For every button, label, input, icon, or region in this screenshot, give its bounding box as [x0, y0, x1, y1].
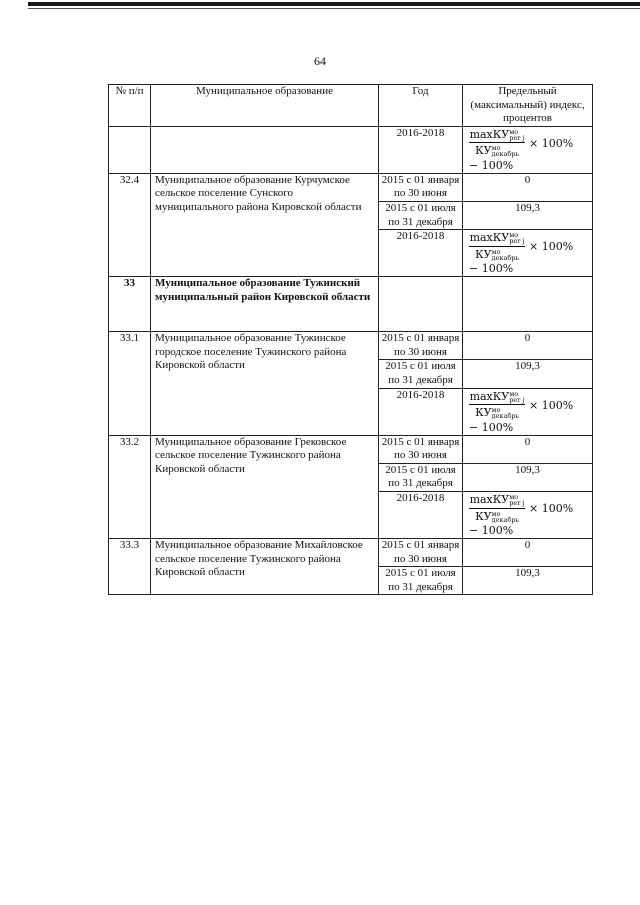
formula-denominator	[469, 247, 525, 262]
formula-denominator-indices	[492, 249, 519, 261]
formula-minus: − 100%	[469, 523, 514, 537]
index-formula	[467, 389, 588, 435]
formula-numerator-subscript: per j	[509, 395, 525, 404]
header-index: Предельный (максимальный) индекс, процентов	[463, 85, 593, 127]
formula-denominator-subscript: декабрь	[491, 412, 519, 421]
header-year: Год	[379, 85, 463, 127]
index-value	[463, 491, 593, 538]
period-year: 2015 с 01 июля по 31 декабря	[379, 201, 463, 229]
period-year	[379, 277, 463, 332]
index-value: 109,3	[463, 201, 593, 229]
index-value	[463, 277, 593, 332]
row-number: 33	[109, 277, 151, 332]
index-value	[463, 126, 593, 173]
tariff-index-table	[108, 84, 593, 595]
formula-denominator-subscript: декабрь	[491, 150, 519, 159]
index-value	[463, 230, 593, 277]
formula-denominator-base: КУ	[475, 406, 492, 420]
index-value: 0	[463, 435, 593, 463]
index-value: 109,3	[463, 360, 593, 388]
formula-denominator-superscript: мо	[491, 406, 501, 415]
period-year: 2016-2018	[379, 126, 463, 173]
page-number: 64	[314, 54, 326, 68]
table-row	[109, 126, 593, 173]
formula-numerator-base: maxКУ	[469, 231, 510, 245]
period-year: 2015 с 01 июля по 31 декабря	[379, 567, 463, 595]
period-year: 2015 с 01 января по 30 июня	[379, 538, 463, 566]
formula-times: × 100%	[529, 501, 574, 515]
index-formula	[467, 127, 588, 173]
formula-times: × 100%	[529, 240, 574, 254]
period-year: 2015 с 01 января по 30 июня	[379, 332, 463, 360]
formula-fraction	[469, 128, 525, 158]
table-row	[109, 277, 593, 332]
formula-denominator-subscript: декабрь	[491, 253, 519, 262]
formula-denominator-subscript: декабрь	[491, 515, 519, 524]
formula-denominator	[469, 405, 525, 420]
top-border-line	[28, 2, 640, 6]
formula-times: × 100%	[529, 398, 574, 412]
row-number	[109, 126, 151, 173]
formula-minus: − 100%	[469, 420, 514, 434]
formula-denominator-base: КУ	[475, 144, 492, 158]
municipality-name: Муниципальное образование Грековское сельское поселение Тужинского района Кировской области	[151, 435, 379, 538]
municipality-name: Муниципальное образование Михайловское сельское поселение Тужинского района Кировской области	[151, 538, 379, 594]
formula-denominator-base: КУ	[475, 509, 492, 523]
formula-denominator-base: КУ	[475, 247, 492, 261]
index-value: 109,3	[463, 567, 593, 595]
row-number: 33.1	[109, 332, 151, 435]
formula-numerator-base: maxКУ	[469, 389, 510, 403]
table-row	[109, 435, 593, 463]
formula-numerator-subscript: per j	[509, 133, 525, 142]
period-year: 2015 с 01 января по 30 июня	[379, 173, 463, 201]
table-body	[109, 126, 593, 595]
index-value	[463, 388, 593, 435]
formula-denominator-superscript: мо	[491, 144, 501, 153]
formula-numerator	[469, 231, 525, 247]
formula-numerator-superscript: мо	[509, 127, 519, 136]
formula-denominator-indices	[492, 407, 519, 419]
period-year: 2015 с 01 января по 30 июня	[379, 435, 463, 463]
index-value: 0	[463, 173, 593, 201]
index-value: 0	[463, 332, 593, 360]
row-number: 32.4	[109, 173, 151, 276]
table-row	[109, 332, 593, 360]
formula-numerator-indices	[509, 494, 524, 506]
formula-denominator	[469, 143, 525, 158]
formula-numerator-superscript: мо	[509, 492, 519, 501]
formula-numerator-base: maxКУ	[469, 127, 510, 141]
row-number: 33.3	[109, 538, 151, 594]
period-year: 2016-2018	[379, 230, 463, 277]
period-year: 2015 с 01 июля по 31 декабря	[379, 360, 463, 388]
header-number: № п/п	[109, 85, 151, 127]
formula-numerator-base: maxКУ	[469, 492, 510, 506]
formula-numerator-indices	[509, 391, 524, 403]
formula-times: × 100%	[529, 136, 574, 150]
formula-fraction	[469, 231, 525, 261]
index-formula	[467, 492, 588, 538]
formula-numerator-subscript: per j	[509, 498, 525, 507]
period-year: 2016-2018	[379, 491, 463, 538]
formula-numerator-indices	[509, 232, 524, 244]
formula-denominator-indices	[492, 511, 519, 523]
formula-denominator-superscript: мо	[491, 509, 501, 518]
index-formula	[467, 230, 588, 276]
formula-numerator-subscript: per j	[509, 237, 525, 246]
period-year: 2015 с 01 июля по 31 декабря	[379, 463, 463, 491]
index-value: 0	[463, 538, 593, 566]
table-row	[109, 173, 593, 201]
formula-denominator	[469, 509, 525, 524]
formula-denominator-superscript: мо	[491, 247, 501, 256]
formula-numerator	[469, 128, 525, 144]
municipality-name: Муниципальное образование Тужинское городское поселение Тужинского района Кировской области	[151, 332, 379, 435]
formula-numerator	[469, 390, 525, 406]
table-header-row	[109, 85, 593, 127]
table-row	[109, 538, 593, 566]
top-border-thin-line	[28, 8, 640, 9]
municipality-name	[151, 126, 379, 173]
formula-numerator-superscript: мо	[509, 389, 519, 398]
formula-minus: − 100%	[469, 262, 514, 276]
formula-numerator-superscript: мо	[509, 231, 519, 240]
formula-fraction	[469, 390, 525, 420]
formula-numerator-indices	[509, 129, 524, 141]
formula-minus: − 100%	[469, 158, 514, 172]
municipality-name: Муниципальное образование Курчумское сельское поселение Сунского муниципального района Кировской области	[151, 173, 379, 276]
index-value: 109,3	[463, 463, 593, 491]
formula-numerator	[469, 493, 525, 509]
period-year: 2016-2018	[379, 388, 463, 435]
formula-fraction	[469, 493, 525, 523]
header-municipality: Муниципальное образование	[151, 85, 379, 127]
formula-denominator-indices	[492, 145, 519, 157]
row-number: 33.2	[109, 435, 151, 538]
municipality-name: Муниципальное образование Тужинский муниципальный район Кировской области	[151, 277, 379, 332]
